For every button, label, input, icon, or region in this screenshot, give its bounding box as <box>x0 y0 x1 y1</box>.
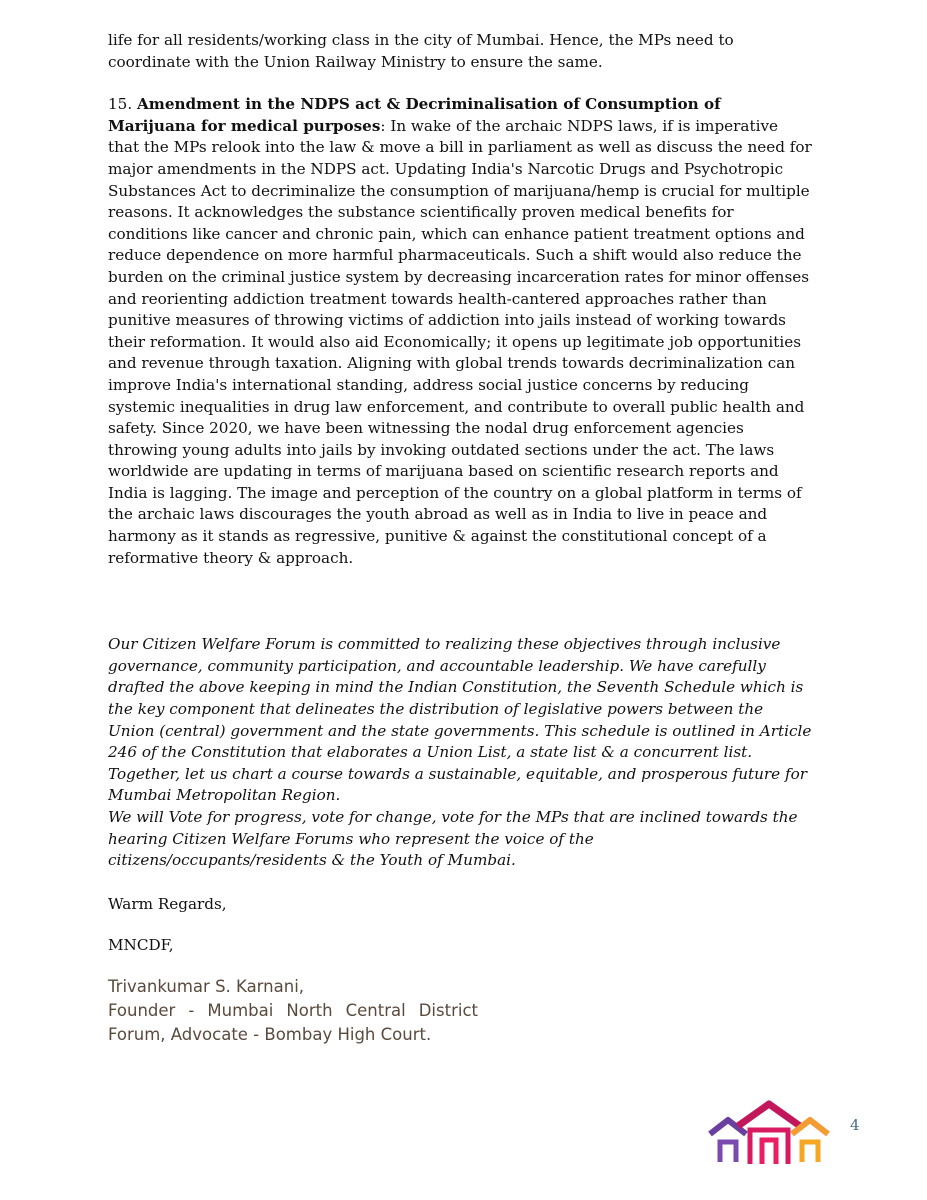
intro-paragraph: life for all residents/working class in the city of Mumbai. Hence, the MPs need to coordinate with the Union Railway Ministry to ensure the same. <box>108 31 734 71</box>
closing-paragraph-1: Our Citizen Welfare Forum is committed to realizing these objectives through inclusive governance, community participation, and accountable leadership. We have carefully drafted the above keeping in mind the Indian Constitution, the Seventh Schedule which is the key component that delineates the distribution of legislative powers between the Union (central) government and the state governments. This schedule is outlined in Article 246 of the Constitution that elaborates a Union List, a state list & a concurrent list. Together, let us chart a course towards a sustainable, equitable, and prosperous future for Mumbai Metropolitan Region. <box>108 635 812 805</box>
item-number: 15. <box>108 95 133 114</box>
page-number: 4 <box>850 1116 860 1134</box>
signatory-title-line-1: Founder - Mumbai North Central District <box>108 1000 478 1020</box>
signatory-name: Trivankumar S. Karnani, <box>108 976 305 996</box>
signatory-title-line-2: Forum, Advocate - Bombay High Court. <box>108 1024 432 1044</box>
regards-line: Warm Regards, <box>108 894 227 913</box>
closing-statement <box>108 634 813 872</box>
closing-paragraph-2: We will Vote for progress, vote for change, vote for the MPs that are inclined towards the hearing Citizen Welfare Forums who represent the voice of the citizens/occupants/residents & the Youth of Mumbai. <box>108 808 798 870</box>
signature-block <box>108 975 478 1047</box>
item-15-paragraph <box>108 94 813 569</box>
organization-name: MNCDF, <box>108 936 174 955</box>
item-body: : In wake of the archaic NDPS laws, if is imperative that the MPs relook into the law & move a bill in parliament as well as discuss the need for major amendments in the NDPS act. Updating India's Narcotic Drugs and Psychotropic Substances Act to decriminalize the consumption of marijuana/hemp is crucial for multiple reasons. It acknowledges the substance scientifically proven medical benefits for conditions like cancer and chronic pain, which can enhance patient treatment options and reduce dependence on more harmful pharmaceuticals. Such a shift would also reduce the burden on the criminal justice system by decreasing incarceration rates for minor offenses and reorienting addiction treatment towards health-cantered approaches rather than punitive measures of throwing victims of addiction into jails instead of working towards their reformation. It would also aid Economically; it opens up legitimate job opportunities and revenue through taxation. Aligning with global trends towards decriminalization can improve India's international standing, address social justice concerns by reducing systemic inequalities in drug law enforcement, and contribute to overall public health and safety. Since 2020, we have been witnessing the nodal drug enforcement agencies throwing young adults into jails by invoking outdated sections under the act. The laws worldwide are updating in terms of marijuana based on scientific research reports and India is lagging. The image and perception of the country on a global platform in terms of the archaic laws discourages the youth abroad as well as in India to live in peace and harmony as it stands as regressive, punitive & against the constitutional concept of a reformative theory & approach. <box>108 116 812 567</box>
item-heading: Amendment in the NDPS act & Decriminalisation of Consumption of Marijuana for medical purposes <box>108 95 721 135</box>
document-page <box>108 30 813 1047</box>
houses-logo-icon <box>706 1100 832 1166</box>
